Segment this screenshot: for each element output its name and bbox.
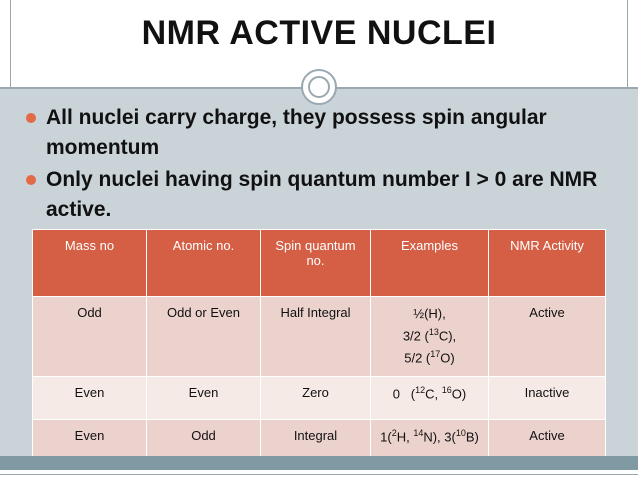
example-line: ½(H), xyxy=(413,306,446,321)
bottom-line xyxy=(0,474,638,475)
cell-examples: 0 ($^{12}$C, $^{16}$O) xyxy=(371,376,489,419)
bottom-band xyxy=(0,456,638,470)
circle-ornament-inner xyxy=(308,76,330,98)
header-atomic-no: Atomic no. xyxy=(147,230,261,297)
header-mass-no: Mass no xyxy=(33,230,147,297)
cell-examples: 1($^2$H, $^{14}$N), 3($^{10}$B) xyxy=(371,419,489,466)
circle-ornament-icon xyxy=(301,69,337,105)
bullet-text: All nuclei carry charge, they possess spin angular momentum xyxy=(46,106,547,159)
bullet-item xyxy=(24,165,624,225)
table-header-row xyxy=(33,230,606,297)
nmr-table xyxy=(32,229,606,467)
table-row xyxy=(33,297,606,377)
cell-mass: Odd xyxy=(33,297,147,377)
cell-atomic: Odd or Even xyxy=(147,297,261,377)
cell-activity: Active xyxy=(489,297,606,377)
bullet-list xyxy=(24,103,624,227)
cell-atomic: Even xyxy=(147,376,261,419)
example-line: 3/2 ($^{13}$C), xyxy=(402,327,457,344)
cell-spin: Half Integral xyxy=(261,297,371,377)
cell-activity: Inactive xyxy=(489,376,606,419)
cell-mass: Even xyxy=(33,376,147,419)
bullet-dot-icon xyxy=(26,175,36,185)
table-row xyxy=(33,376,606,419)
bullet-text: Only nuclei having spin quantum number I > 0 are NMR active. xyxy=(46,168,598,221)
cell-examples xyxy=(371,297,489,377)
cell-mass: Even xyxy=(33,419,147,466)
slide-title: NMR ACTIVE NUCLEI xyxy=(141,14,497,52)
cell-spin: Zero xyxy=(261,376,371,419)
header-nmr-activity: NMR Activity xyxy=(489,230,606,297)
header-examples: Examples xyxy=(371,230,489,297)
cell-activity: Active xyxy=(489,419,606,466)
cell-atomic: Odd xyxy=(147,419,261,466)
bullet-dot-icon xyxy=(26,113,36,123)
example-line: 5/2 ($^{17}$O) xyxy=(404,349,455,366)
cell-spin: Integral xyxy=(261,419,371,466)
bullet-item xyxy=(24,103,624,163)
header-spin-quantum-no: Spin quantum no. xyxy=(261,230,371,297)
